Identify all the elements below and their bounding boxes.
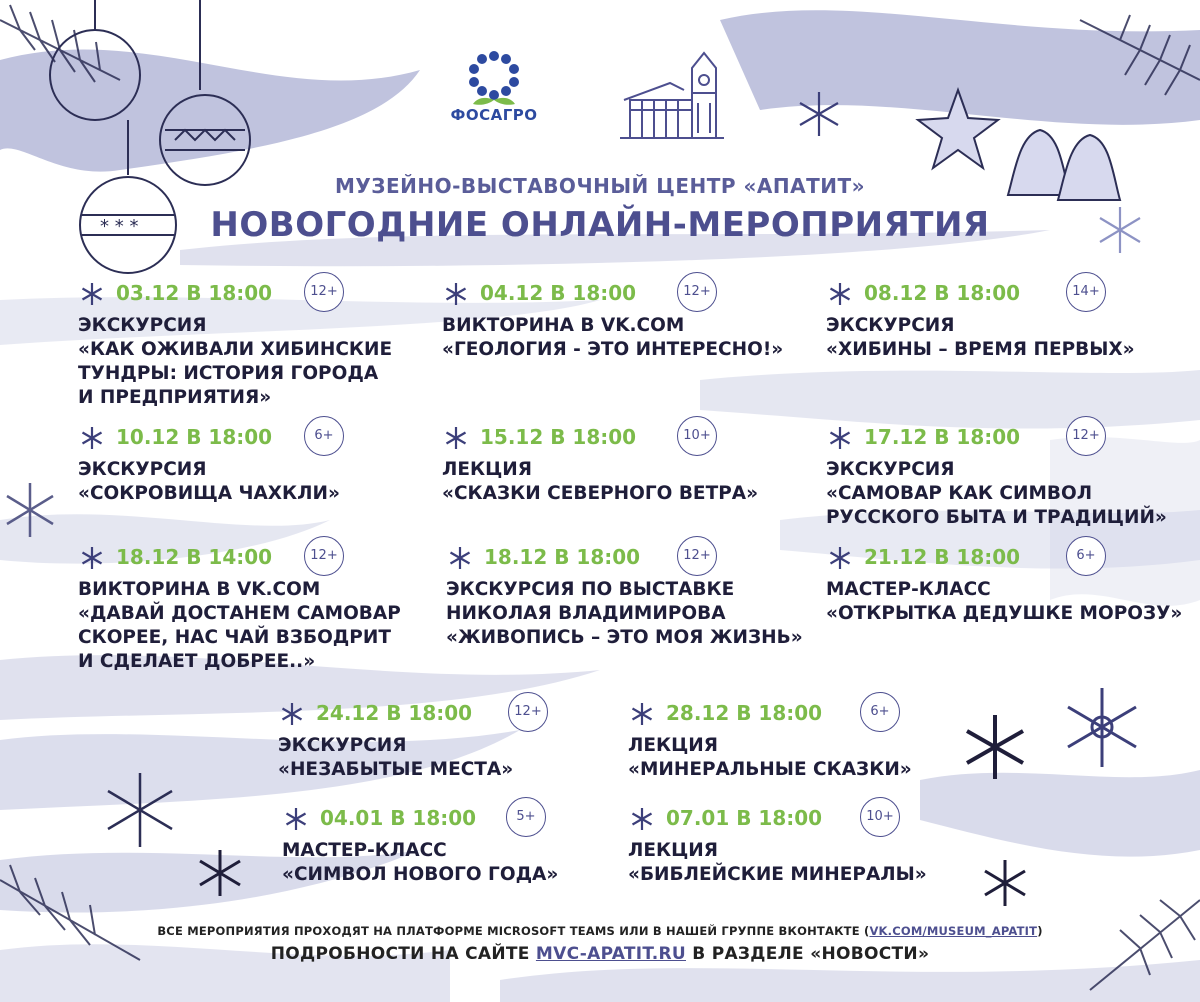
event-date: 17.12 В 18:00 [864, 425, 1021, 449]
age-rating-badge: 10+ [677, 416, 717, 456]
event-line: ЭКСКУРСИЯ [826, 315, 955, 336]
event-line: «СОКРОВИЩА ЧАХКЛИ» [78, 483, 340, 504]
event-date: 10.12 В 18:00 [116, 425, 273, 449]
event-date: 21.12 В 18:00 [864, 545, 1021, 569]
details-note [0, 944, 1200, 964]
event-date: 28.12 В 18:00 [666, 701, 823, 725]
event-date: 15.12 В 18:00 [480, 425, 637, 449]
phosagro-logo [435, 38, 553, 156]
event-line: ЛЕКЦИЯ [628, 840, 719, 861]
event-line: СКОРЕЕ, НАС ЧАЙ ВЗБОДРИТ [78, 627, 391, 648]
event-line: «САМОВАР КАК СИМВОЛ [826, 483, 1093, 504]
platform-note-text: ВСЕ МЕРОПРИЯТИЯ ПРОХОДЯТ НА ПЛАТФОРМЕ MICROSOFT TEAMS ИЛИ В НАШЕЙ ГРУППЕ ВКОНТАКТЕ ( [157, 924, 870, 938]
event-line: НИКОЛАЯ ВЛАДИМИРОВА [446, 603, 726, 624]
age-rating-badge: 6+ [304, 416, 344, 456]
snowflake-icon [80, 282, 104, 306]
snowflake-icon [80, 546, 104, 570]
event-description [826, 578, 1182, 626]
snowflake-icon [1060, 685, 1145, 770]
snowflake-icon [960, 712, 1030, 782]
age-rating-badge: 12+ [304, 536, 344, 576]
snowflake-icon [828, 546, 852, 570]
svg-text:* * *: * * * [100, 216, 139, 237]
snowflake-icon [80, 426, 104, 450]
event-description [446, 578, 803, 650]
event-date: 08.12 В 18:00 [864, 281, 1021, 305]
age-rating-badge: 14+ [1066, 272, 1106, 312]
event-description [78, 578, 401, 674]
snowflake-icon [630, 702, 654, 726]
event-line: «ОТКРЫТКА ДЕДУШКЕ МОРОЗУ» [826, 603, 1183, 624]
age-rating-badge: 12+ [1066, 416, 1106, 456]
event-line: ЭКСКУРСИЯ ПО ВЫСТАВКЕ [446, 579, 735, 600]
event-line: МАСТЕР-КЛАСС [826, 579, 991, 600]
snowflake-icon [444, 426, 468, 450]
event-date: 18.12 В 18:00 [484, 545, 641, 569]
event-line: «ГЕОЛОГИЯ - ЭТО ИНТЕРЕСНО!» [442, 339, 784, 360]
age-rating-badge: 10+ [860, 797, 900, 837]
event-line: И ПРЕДПРИЯТИЯ» [78, 387, 272, 408]
snowflake-icon [828, 426, 852, 450]
platform-note-end: ) [1037, 924, 1043, 938]
event-line: ЭКСКУРСИЯ [78, 459, 207, 480]
event-line: ВИКТОРИНА В VK.COM [442, 315, 685, 336]
age-rating-badge: 12+ [677, 272, 717, 312]
snowflake-icon [980, 858, 1030, 908]
event-line: МАСТЕР-КЛАСС [282, 840, 447, 861]
details-note-text: ПОДРОБНОСТИ НА САЙТЕ [270, 944, 536, 964]
age-rating-badge: 6+ [860, 692, 900, 732]
age-rating-badge: 12+ [508, 692, 548, 732]
museum-building-icon [612, 38, 737, 163]
event-line: ЛЕКЦИЯ [628, 735, 719, 756]
event-date: 03.12 В 18:00 [116, 281, 273, 305]
event-date: 18.12 В 14:00 [116, 545, 273, 569]
event-description [78, 314, 392, 410]
event-date: 07.01 В 18:00 [666, 806, 823, 830]
event-line: «ХИБИНЫ – ВРЕМЯ ПЕРВЫХ» [826, 339, 1135, 360]
page-title: НОВОГОДНИЕ ОНЛАЙН-МЕРОПРИЯТИЯ [210, 205, 990, 245]
event-description [442, 314, 783, 362]
vk-group-link[interactable]: VK.COM/MUSEUM_APATIT [869, 924, 1038, 938]
event-date: 04.01 В 18:00 [320, 806, 477, 830]
event-line: «МИНЕРАЛЬНЫЕ СКАЗКИ» [628, 759, 912, 780]
platform-note [0, 924, 1200, 938]
event-description [826, 458, 1167, 530]
event-description [628, 734, 912, 782]
event-line: РУССКОГО БЫТА И ТРАДИЦИЙ» [826, 507, 1167, 528]
event-line: ЛЕКЦИЯ [442, 459, 533, 480]
event-line: «БИБЛЕЙСКИЕ МИНЕРАЛЫ» [628, 864, 927, 885]
event-line: И СДЕЛАЕТ ДОБРЕЕ..» [78, 651, 316, 672]
age-rating-badge: 6+ [1066, 536, 1106, 576]
event-description [826, 314, 1135, 362]
snowflake-icon [284, 807, 308, 831]
age-rating-badge: 12+ [677, 536, 717, 576]
event-line: ЭКСКУРСИЯ [78, 315, 207, 336]
event-line: «ДАВАЙ ДОСТАНЕМ САМОВАР [78, 603, 401, 624]
snowflake-icon [448, 546, 472, 570]
museum-building-logo [612, 38, 737, 163]
event-line: «СИМВОЛ НОВОГО ГОДА» [282, 864, 559, 885]
event-description [282, 839, 558, 887]
snowflake-icon [630, 807, 654, 831]
website-link[interactable]: MVC-APATIT.RU [535, 944, 686, 964]
event-description [78, 458, 340, 506]
event-description [442, 458, 758, 506]
phosagro-flower-icon [435, 38, 553, 156]
event-date: 24.12 В 18:00 [316, 701, 473, 725]
event-line: ВИКТОРИНА В VK.COM [78, 579, 321, 600]
event-description [278, 734, 513, 782]
event-line: ТУНДРЫ: ИСТОРИЯ ГОРОДА [78, 363, 379, 384]
snowflake-icon [0, 480, 60, 540]
snowflake-icon [444, 282, 468, 306]
event-line: «КАК ОЖИВАЛИ ХИБИНСКИЕ [78, 339, 393, 360]
event-date: 04.12 В 18:00 [480, 281, 637, 305]
snowflake-icon [828, 282, 852, 306]
museum-subtitle: МУЗЕЙНО-ВЫСТАВОЧНЫЙ ЦЕНТР «АПАТИТ» [334, 174, 866, 198]
event-line: «НЕЗАБЫТЫЕ МЕСТА» [278, 759, 514, 780]
event-line: «СКАЗКИ СЕВЕРНОГО ВЕТРА» [442, 483, 759, 504]
snowflake-icon [100, 770, 180, 850]
age-rating-badge: 5+ [506, 797, 546, 837]
event-line: «ЖИВОПИСЬ – ЭТО МОЯ ЖИЗНЬ» [446, 627, 803, 648]
event-line: ЭКСКУРСИЯ [826, 459, 955, 480]
event-line: ЭКСКУРСИЯ [278, 735, 407, 756]
snowflake-icon [1095, 205, 1145, 255]
age-rating-badge: 12+ [304, 272, 344, 312]
snowflake-icon [280, 702, 304, 726]
snowflake-icon [795, 90, 843, 138]
snowflake-icon [195, 848, 245, 898]
logo-text: ФОСАГРО [450, 106, 538, 124]
details-note-end: В РАЗДЕЛЕ «НОВОСТИ» [686, 944, 930, 964]
event-description [628, 839, 927, 887]
